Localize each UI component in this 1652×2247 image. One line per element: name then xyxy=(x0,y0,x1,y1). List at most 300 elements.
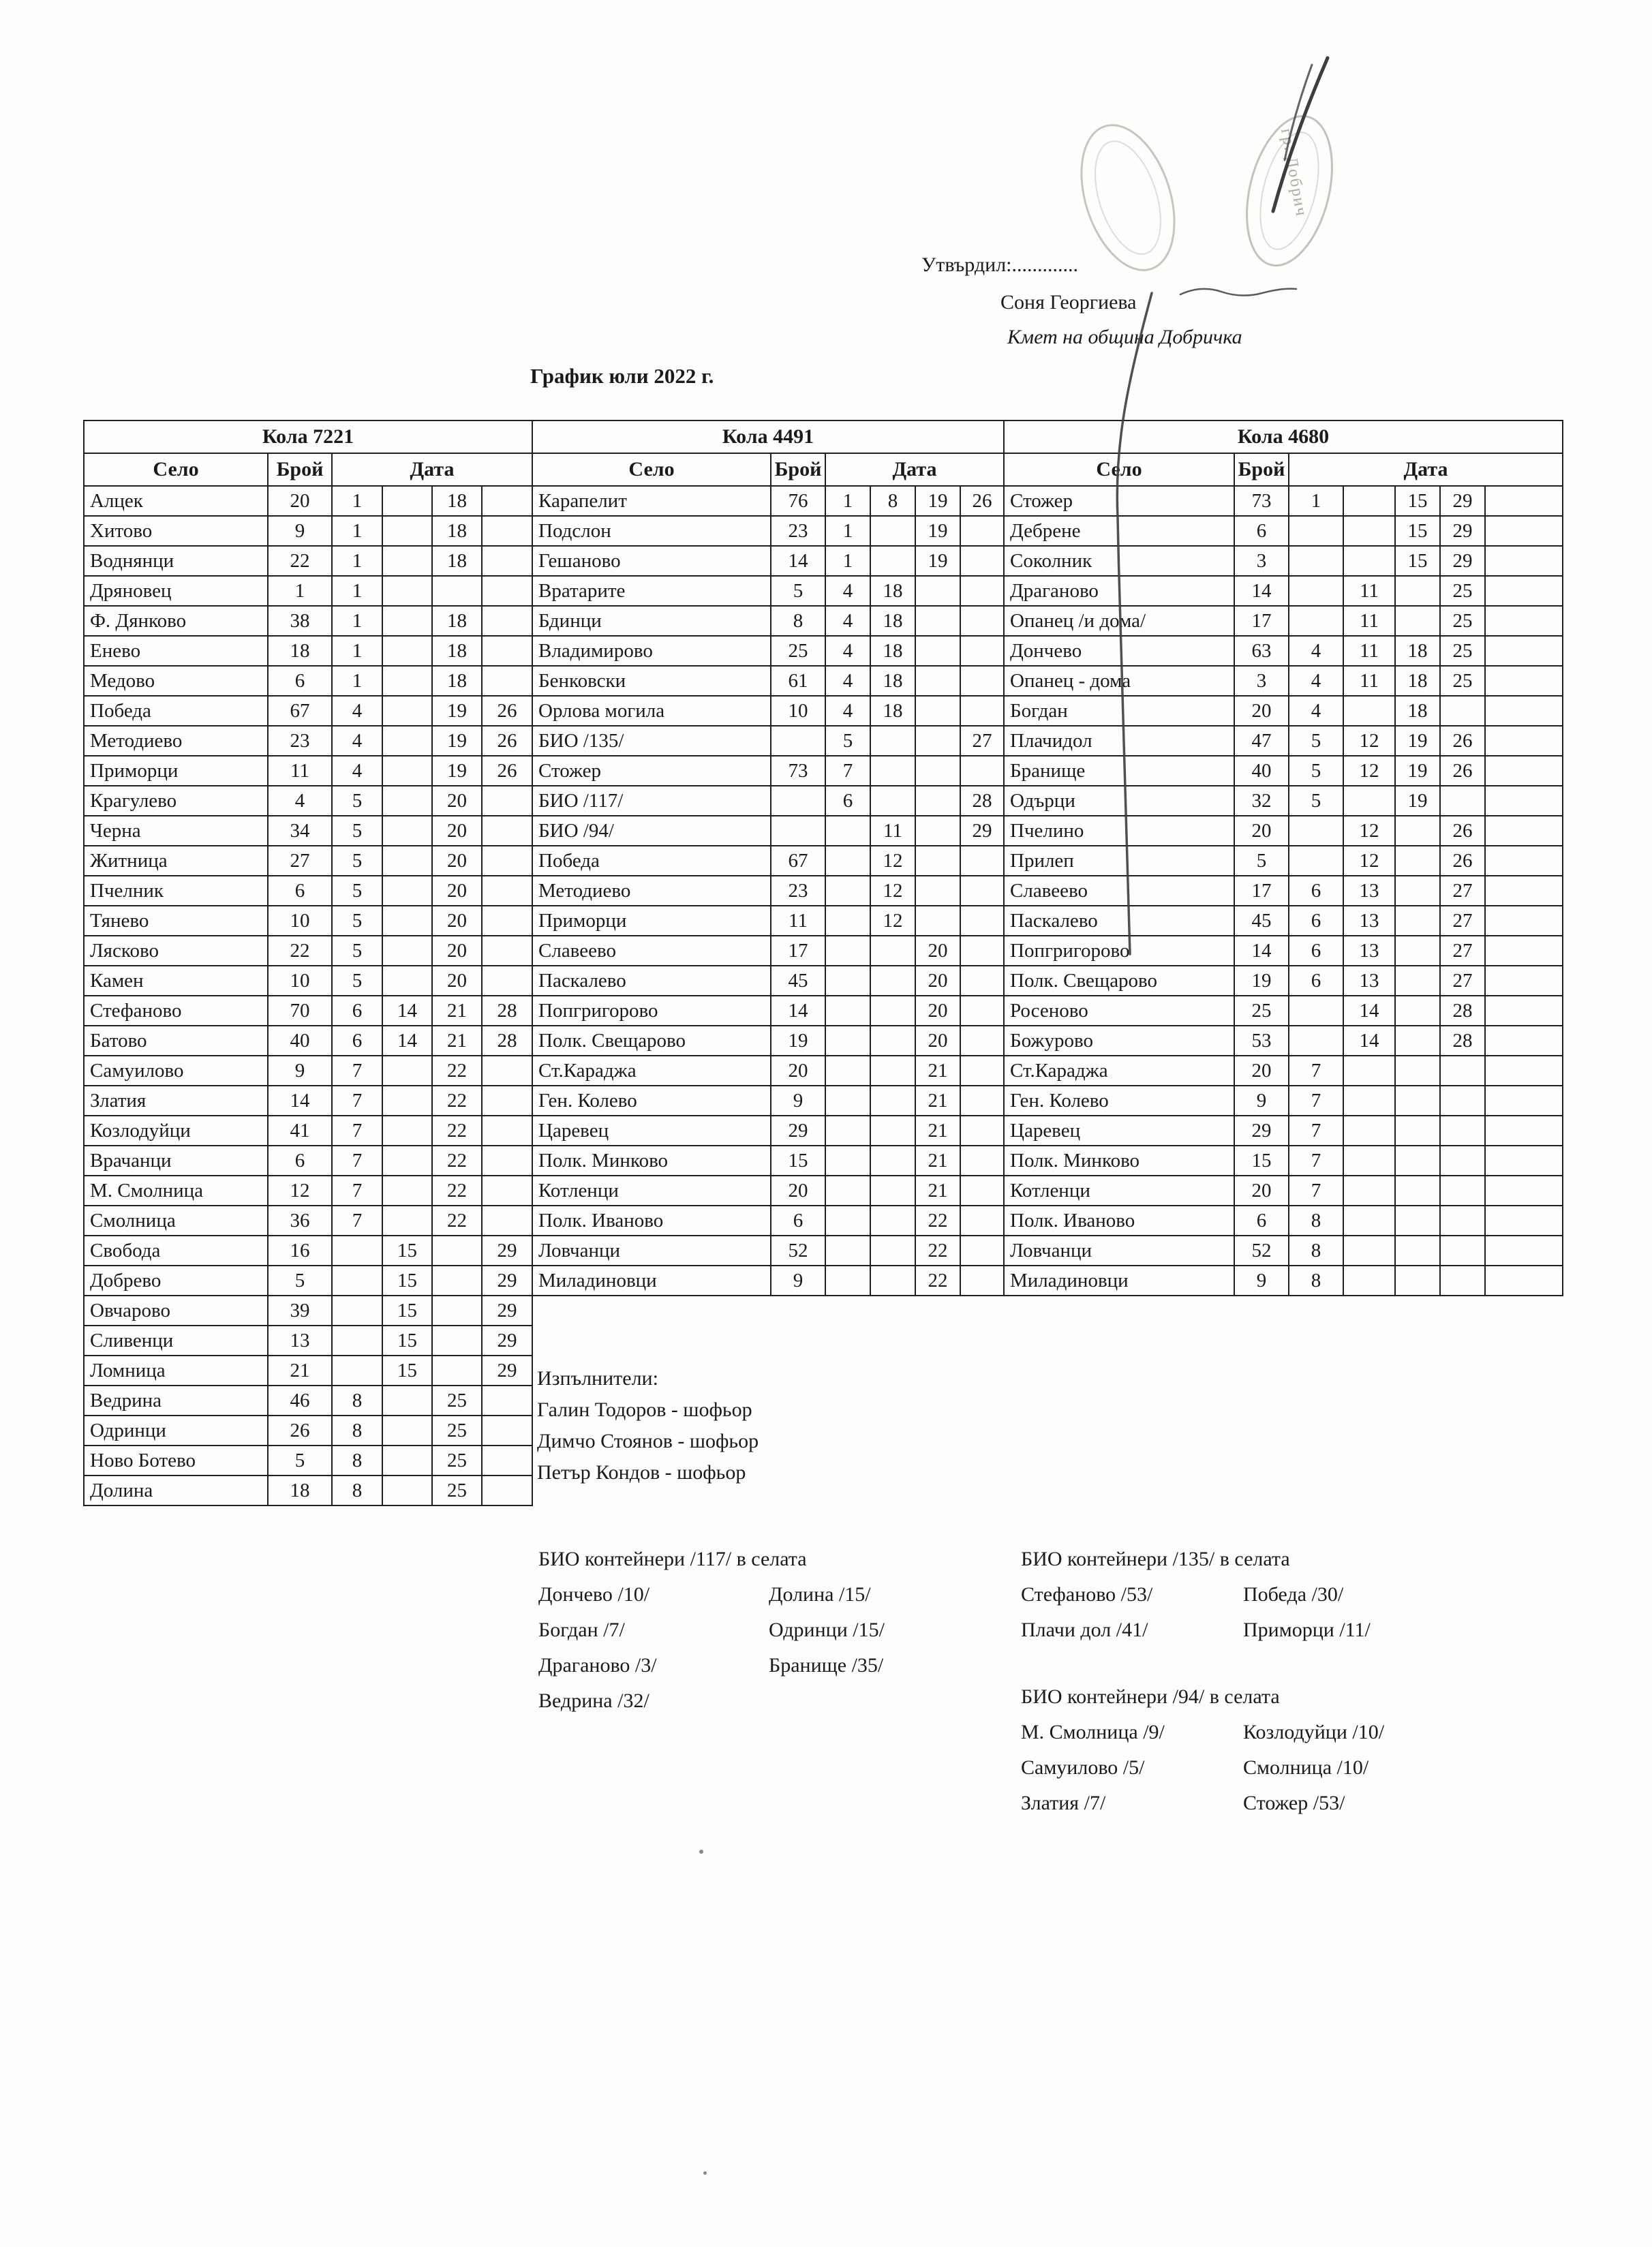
date-cell xyxy=(1395,1086,1440,1116)
date-cell xyxy=(1395,1146,1440,1176)
date-cell xyxy=(1485,966,1563,996)
date-cell: 7 xyxy=(1289,1086,1343,1116)
date-cell xyxy=(482,1056,532,1086)
village-cell: Стожер xyxy=(532,756,771,786)
date-cell: 19 xyxy=(432,756,482,786)
table-row xyxy=(84,1386,532,1416)
date-cell: 25 xyxy=(432,1446,482,1476)
col-header-count: Брой xyxy=(268,453,332,486)
date-cell: 22 xyxy=(915,1236,960,1266)
village-cell: БИО /94/ xyxy=(532,816,771,846)
date-cell xyxy=(432,576,482,606)
village-cell: Батово xyxy=(84,1026,268,1056)
count-cell: 36 xyxy=(268,1206,332,1236)
date-cell xyxy=(1485,1146,1563,1176)
date-cell: 18 xyxy=(870,576,915,606)
date-cell: 22 xyxy=(432,1176,482,1206)
date-cell: 15 xyxy=(382,1266,432,1296)
date-cell: 13 xyxy=(1343,936,1395,966)
table-row xyxy=(1004,1056,1563,1086)
date-cell xyxy=(960,1206,1004,1236)
table-row xyxy=(532,516,1004,546)
count-cell: 27 xyxy=(268,846,332,876)
date-cell: 1 xyxy=(332,516,382,546)
stamp-left-icon xyxy=(1065,113,1191,282)
date-cell: 19 xyxy=(432,726,482,756)
text-line: Самуилово /5/ xyxy=(1021,1756,1145,1779)
date-cell xyxy=(1395,1116,1440,1146)
col-header-date: Дата xyxy=(1289,453,1563,486)
date-cell: 13 xyxy=(1343,966,1395,996)
date-cell xyxy=(870,1026,915,1056)
bio-column-right xyxy=(1243,1715,1384,1821)
date-cell: 27 xyxy=(1440,966,1485,996)
table-row xyxy=(1004,1236,1563,1266)
village-cell: Попгригорово xyxy=(532,996,771,1026)
date-cell xyxy=(870,546,915,576)
village-cell: М. Смолница xyxy=(84,1176,268,1206)
village-cell: Миладиновци xyxy=(1004,1266,1234,1296)
date-cell: 11 xyxy=(870,816,915,846)
date-cell: 15 xyxy=(382,1326,432,1356)
date-cell: 21 xyxy=(915,1116,960,1146)
count-cell: 38 xyxy=(268,606,332,636)
approver-name: Соня Георгиева xyxy=(1000,291,1137,314)
text-line: Козлодуйци /10/ xyxy=(1243,1721,1385,1743)
date-cell xyxy=(960,1116,1004,1146)
date-cell xyxy=(482,906,532,936)
date-cell: 7 xyxy=(1289,1056,1343,1086)
count-cell: 20 xyxy=(1234,696,1289,726)
executors-title: Изпълнители: xyxy=(537,1367,658,1390)
table-row xyxy=(84,816,532,846)
date-cell: 26 xyxy=(1440,816,1485,846)
date-cell: 18 xyxy=(432,516,482,546)
date-cell xyxy=(960,936,1004,966)
date-cell: 21 xyxy=(432,996,482,1026)
date-cell: 7 xyxy=(332,1176,382,1206)
date-cell: 29 xyxy=(482,1236,532,1266)
date-cell xyxy=(482,876,532,906)
count-cell: 29 xyxy=(1234,1116,1289,1146)
table-row xyxy=(532,606,1004,636)
village-cell: Полк. Минково xyxy=(532,1146,771,1176)
date-cell: 11 xyxy=(1343,606,1395,636)
date-cell xyxy=(1485,996,1563,1026)
count-cell: 34 xyxy=(268,816,332,846)
bio-column-left xyxy=(1021,1715,1243,1821)
date-cell xyxy=(870,1086,915,1116)
date-cell: 8 xyxy=(870,486,915,516)
date-cell xyxy=(870,756,915,786)
date-cell xyxy=(825,1266,870,1296)
date-cell: 1 xyxy=(825,516,870,546)
table-row xyxy=(532,546,1004,576)
count-cell: 10 xyxy=(268,966,332,996)
table-row xyxy=(532,1086,1004,1116)
date-cell xyxy=(482,546,532,576)
date-cell xyxy=(482,636,532,666)
village-cell: Паскалево xyxy=(532,966,771,996)
date-cell xyxy=(382,876,432,906)
date-cell xyxy=(482,846,532,876)
count-cell: 14 xyxy=(268,1086,332,1116)
date-cell: 12 xyxy=(1343,846,1395,876)
date-cell: 7 xyxy=(332,1206,382,1236)
table-row xyxy=(84,1326,532,1356)
date-cell: 7 xyxy=(332,1146,382,1176)
village-cell: Черна xyxy=(84,816,268,846)
count-cell: 61 xyxy=(771,666,825,696)
date-cell xyxy=(432,1296,482,1326)
table-row xyxy=(1004,1206,1563,1236)
date-cell: 1 xyxy=(332,576,382,606)
date-cell: 21 xyxy=(915,1056,960,1086)
table-row xyxy=(84,636,532,666)
date-cell xyxy=(870,1146,915,1176)
date-cell xyxy=(482,966,532,996)
table-row xyxy=(84,1146,532,1176)
date-cell: 27 xyxy=(1440,906,1485,936)
count-cell: 53 xyxy=(1234,1026,1289,1056)
date-cell xyxy=(1395,1236,1440,1266)
date-cell: 8 xyxy=(332,1476,382,1505)
date-cell: 22 xyxy=(432,1056,482,1086)
date-cell: 29 xyxy=(1440,516,1485,546)
village-cell: Медово xyxy=(84,666,268,696)
date-cell xyxy=(870,966,915,996)
table-row xyxy=(84,606,532,636)
count-cell: 19 xyxy=(771,1026,825,1056)
village-cell: Ген. Колево xyxy=(532,1086,771,1116)
date-cell xyxy=(915,906,960,936)
date-cell xyxy=(915,636,960,666)
village-cell: Славеево xyxy=(532,936,771,966)
date-cell: 20 xyxy=(432,846,482,876)
date-cell: 18 xyxy=(870,606,915,636)
table-row xyxy=(84,666,532,696)
table-row xyxy=(84,726,532,756)
date-cell xyxy=(1485,606,1563,636)
count-cell: 14 xyxy=(1234,576,1289,606)
village-cell: Росеново xyxy=(1004,996,1234,1026)
village-cell: Крагулево xyxy=(84,786,268,816)
date-cell: 20 xyxy=(915,996,960,1026)
date-cell: 15 xyxy=(1395,486,1440,516)
count-cell: 10 xyxy=(268,906,332,936)
date-cell: 18 xyxy=(1395,636,1440,666)
table-row xyxy=(532,936,1004,966)
date-cell: 19 xyxy=(432,696,482,726)
date-cell xyxy=(382,1206,432,1236)
date-cell: 12 xyxy=(1343,726,1395,756)
village-cell: Дончево xyxy=(1004,636,1234,666)
date-cell xyxy=(382,636,432,666)
date-cell: 14 xyxy=(1343,1026,1395,1056)
date-cell xyxy=(382,1446,432,1476)
count-cell: 45 xyxy=(771,966,825,996)
village-cell: Ловчанци xyxy=(1004,1236,1234,1266)
date-cell: 11 xyxy=(1343,666,1395,696)
date-cell: 25 xyxy=(1440,576,1485,606)
date-cell: 20 xyxy=(432,876,482,906)
date-cell xyxy=(960,606,1004,636)
date-cell xyxy=(960,1056,1004,1086)
village-cell: Свобода xyxy=(84,1236,268,1266)
date-cell xyxy=(1440,1206,1485,1236)
date-cell xyxy=(960,516,1004,546)
village-cell: Златия xyxy=(84,1086,268,1116)
car-label: Кола 4680 xyxy=(1004,421,1563,453)
date-cell: 12 xyxy=(1343,756,1395,786)
village-cell: БИО /117/ xyxy=(532,786,771,816)
date-cell xyxy=(382,846,432,876)
date-cell: 19 xyxy=(1395,786,1440,816)
text-line: Стожер /53/ xyxy=(1243,1792,1345,1814)
village-cell: Приморци xyxy=(532,906,771,936)
count-cell: 26 xyxy=(268,1416,332,1446)
date-cell: 15 xyxy=(1395,516,1440,546)
count-cell: 3 xyxy=(1234,666,1289,696)
date-cell: 4 xyxy=(332,756,382,786)
date-cell: 22 xyxy=(432,1146,482,1176)
count-cell: 14 xyxy=(771,546,825,576)
date-cell xyxy=(382,486,432,516)
date-cell: 14 xyxy=(382,1026,432,1056)
date-cell xyxy=(1485,726,1563,756)
date-cell xyxy=(1440,1176,1485,1206)
date-cell xyxy=(1485,1236,1563,1266)
date-cell: 8 xyxy=(332,1446,382,1476)
executors-block xyxy=(537,1363,759,1488)
text-line: Златия /7/ xyxy=(1021,1792,1106,1814)
date-cell: 14 xyxy=(382,996,432,1026)
date-cell: 28 xyxy=(1440,1026,1485,1056)
date-cell xyxy=(870,1206,915,1236)
stamp-text: гр. Добрич xyxy=(1277,127,1311,219)
village-cell: Бдинци xyxy=(532,606,771,636)
date-cell xyxy=(1485,906,1563,936)
date-cell xyxy=(482,786,532,816)
text-line: Галин Тодоров - шофьор xyxy=(537,1398,752,1421)
date-cell xyxy=(825,1086,870,1116)
count-cell: 25 xyxy=(771,636,825,666)
village-cell: Приморци xyxy=(84,756,268,786)
date-cell: 22 xyxy=(432,1086,482,1116)
table-row xyxy=(84,966,532,996)
table-row xyxy=(532,1206,1004,1236)
date-cell: 11 xyxy=(1343,576,1395,606)
count-cell xyxy=(771,726,825,756)
village-cell: Миладиновци xyxy=(532,1266,771,1296)
date-cell xyxy=(915,876,960,906)
village-cell: Ген. Колево xyxy=(1004,1086,1234,1116)
page-title: График юли 2022 г. xyxy=(530,364,714,388)
date-cell: 4 xyxy=(1289,696,1343,726)
date-cell xyxy=(825,1206,870,1236)
date-cell xyxy=(382,1176,432,1206)
table-row xyxy=(84,1476,532,1505)
date-cell xyxy=(960,846,1004,876)
count-cell: 63 xyxy=(1234,636,1289,666)
date-cell: 7 xyxy=(332,1116,382,1146)
village-cell: Ст.Караджа xyxy=(1004,1056,1234,1086)
village-cell: БИО /135/ xyxy=(532,726,771,756)
village-cell: Добрево xyxy=(84,1266,268,1296)
date-cell xyxy=(482,576,532,606)
date-cell: 21 xyxy=(915,1146,960,1176)
table-row xyxy=(84,1026,532,1056)
village-cell: Полк. Минково xyxy=(1004,1146,1234,1176)
signature-and-stamps-overlay xyxy=(1022,34,1431,988)
date-cell xyxy=(382,726,432,756)
date-cell: 4 xyxy=(825,606,870,636)
village-cell: Дряновец xyxy=(84,576,268,606)
date-cell: 28 xyxy=(482,996,532,1026)
text-line: Победа /30/ xyxy=(1243,1583,1344,1606)
date-cell xyxy=(1395,1056,1440,1086)
date-cell xyxy=(382,966,432,996)
count-cell: 6 xyxy=(1234,1206,1289,1236)
count-cell: 14 xyxy=(771,996,825,1026)
date-cell xyxy=(825,996,870,1026)
date-cell: 6 xyxy=(1289,966,1343,996)
table-row xyxy=(84,486,532,516)
date-cell: 18 xyxy=(870,666,915,696)
date-cell xyxy=(960,966,1004,996)
village-cell: Прилеп xyxy=(1004,846,1234,876)
date-cell: 8 xyxy=(1289,1266,1343,1296)
date-cell: 5 xyxy=(1289,726,1343,756)
count-cell: 9 xyxy=(1234,1266,1289,1296)
table-row xyxy=(532,1116,1004,1146)
village-cell: Воднянци xyxy=(84,546,268,576)
count-cell: 20 xyxy=(771,1176,825,1206)
date-cell xyxy=(1485,1206,1563,1236)
date-cell xyxy=(1395,1176,1440,1206)
date-cell xyxy=(382,666,432,696)
village-cell: Паскалево xyxy=(1004,906,1234,936)
date-cell xyxy=(960,876,1004,906)
village-cell: Опанец /и дома/ xyxy=(1004,606,1234,636)
date-cell xyxy=(1485,1266,1563,1296)
village-cell: Соколник xyxy=(1004,546,1234,576)
date-cell xyxy=(332,1236,382,1266)
date-cell: 21 xyxy=(432,1026,482,1056)
date-cell: 8 xyxy=(332,1416,382,1446)
date-cell xyxy=(1395,1206,1440,1236)
date-cell: 18 xyxy=(1395,696,1440,726)
date-cell xyxy=(382,756,432,786)
date-cell: 4 xyxy=(332,726,382,756)
date-cell: 15 xyxy=(1395,546,1440,576)
date-cell: 7 xyxy=(332,1086,382,1116)
approver-title: Кмет на община Добричка xyxy=(1007,326,1242,348)
village-cell: Ловчанци xyxy=(532,1236,771,1266)
table-row xyxy=(532,786,1004,816)
village-cell: Гешаново xyxy=(532,546,771,576)
date-cell xyxy=(1485,786,1563,816)
count-cell: 14 xyxy=(1234,936,1289,966)
date-cell xyxy=(960,996,1004,1026)
village-cell: Царевец xyxy=(532,1116,771,1146)
count-cell: 6 xyxy=(268,876,332,906)
count-cell: 20 xyxy=(771,1056,825,1086)
count-cell: 47 xyxy=(1234,726,1289,756)
date-cell: 6 xyxy=(1289,876,1343,906)
date-cell: 22 xyxy=(432,1116,482,1146)
village-cell: Дебрене xyxy=(1004,516,1234,546)
date-cell: 29 xyxy=(960,816,1004,846)
date-cell: 5 xyxy=(1289,756,1343,786)
date-cell: 7 xyxy=(825,756,870,786)
date-cell xyxy=(482,1206,532,1236)
count-cell: 22 xyxy=(268,546,332,576)
date-cell xyxy=(960,576,1004,606)
count-cell: 18 xyxy=(268,1476,332,1505)
table-row xyxy=(532,996,1004,1026)
bio-section-135 xyxy=(1021,1542,1371,1648)
text-line: Дончево /10/ xyxy=(538,1583,650,1606)
table-row xyxy=(532,576,1004,606)
count-cell: 9 xyxy=(268,1056,332,1086)
stamp-right-icon xyxy=(1233,107,1347,274)
date-cell xyxy=(1343,1176,1395,1206)
date-cell xyxy=(482,666,532,696)
date-cell xyxy=(482,1116,532,1146)
date-cell xyxy=(482,1476,532,1505)
date-cell: 6 xyxy=(332,1026,382,1056)
count-cell: 1 xyxy=(268,576,332,606)
date-cell: 1 xyxy=(332,606,382,636)
village-cell: Овчарово xyxy=(84,1296,268,1326)
date-cell xyxy=(382,786,432,816)
count-cell: 46 xyxy=(268,1386,332,1416)
village-cell: Славеево xyxy=(1004,876,1234,906)
date-cell: 18 xyxy=(870,636,915,666)
date-cell xyxy=(1440,1236,1485,1266)
executors-list xyxy=(537,1394,759,1488)
table-row xyxy=(84,1266,532,1296)
date-cell: 29 xyxy=(482,1356,532,1386)
table-row xyxy=(84,1446,532,1476)
village-cell: Драганово xyxy=(1004,576,1234,606)
text-line: Богдан /7/ xyxy=(538,1619,625,1641)
table-row xyxy=(84,576,532,606)
date-cell: 5 xyxy=(825,726,870,756)
village-cell: Победа xyxy=(532,846,771,876)
village-cell: Полк. Свещарово xyxy=(1004,966,1234,996)
date-cell xyxy=(482,1416,532,1446)
text-line: Ведрина /32/ xyxy=(538,1690,649,1712)
date-cell: 20 xyxy=(432,816,482,846)
date-cell: 18 xyxy=(432,666,482,696)
date-cell: 19 xyxy=(915,546,960,576)
bio-section-94 xyxy=(1021,1679,1384,1821)
date-cell xyxy=(960,1026,1004,1056)
date-cell: 8 xyxy=(1289,1236,1343,1266)
date-cell xyxy=(960,1146,1004,1176)
village-cell: Смолница xyxy=(84,1206,268,1236)
signature-name-wave xyxy=(1180,289,1296,296)
date-cell: 18 xyxy=(432,606,482,636)
date-cell xyxy=(915,606,960,636)
count-cell: 6 xyxy=(268,1146,332,1176)
count-cell: 3 xyxy=(1234,546,1289,576)
date-cell xyxy=(382,1146,432,1176)
count-cell: 16 xyxy=(268,1236,332,1266)
count-cell: 23 xyxy=(771,876,825,906)
